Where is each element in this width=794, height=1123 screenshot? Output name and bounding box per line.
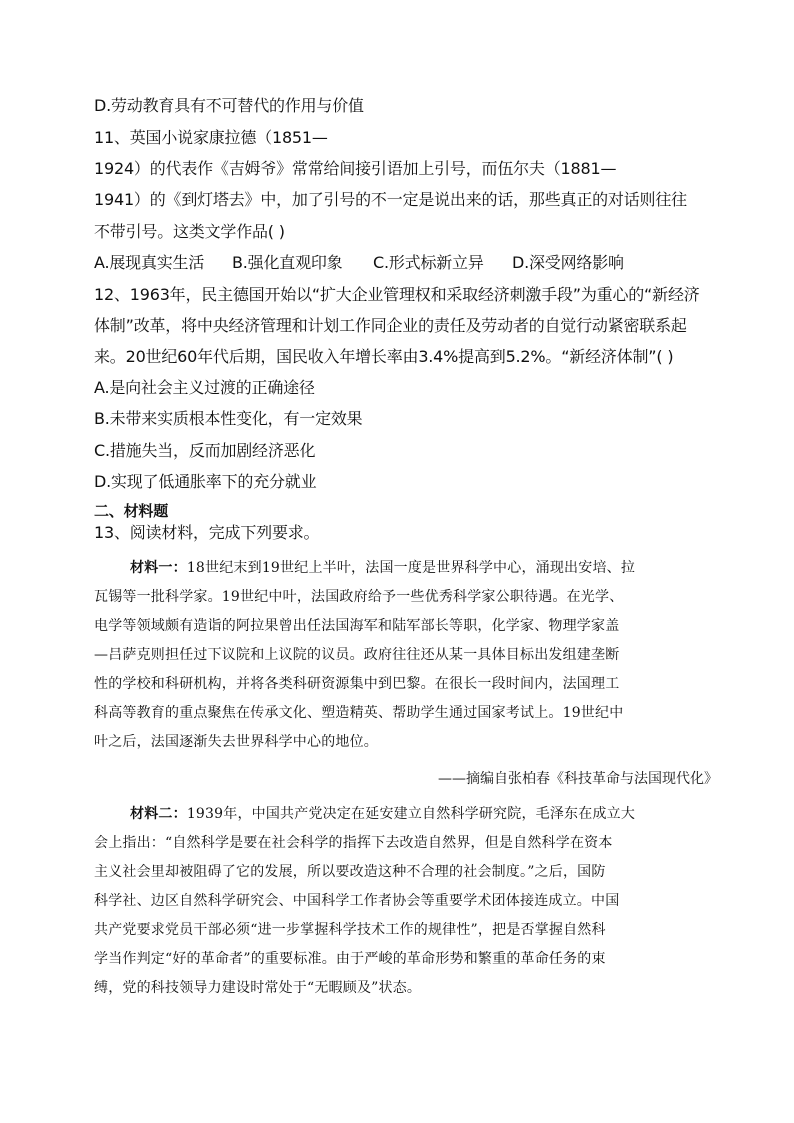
q12-line-2: 体制”改革，将中央经济管理和计划工作同企业的责任及劳动者的自觉行动紧密联系起 [94,316,687,335]
q12-line-3: 来。20世纪60年代后期，国民收入年增长率由3.4%提高到5.2%。“新经济体制”( ) [94,347,674,366]
material2-line-2: 会上指出：“自然科学是要在社会科学的指挥下去改造自然界，但是自然科学在资本 [94,835,613,851]
q12-line-1: 12、1963年，民主德国开始以“扩大企业管理权和采取经济刺激手段”为重心的“新经济 [94,285,700,304]
material1-source: ——摘编自张柏春《科技革命与法国现代化》 [438,771,718,787]
q11-line-3: 1941）的《到灯塔去》中，加了引号的不一定是说出来的话，那些真正的对话则往往 [94,190,687,209]
q11-option-a: A.展现真实生活 [94,253,205,272]
material2-line-4: 科学社、边区自然科学研究会、中国科学工作者协会等重要学术团体接连成立。中国 [94,893,620,909]
q10-option-d: D.劳动教育具有不可替代的作用与价值 [94,96,364,115]
material2-label: 材料二： [130,806,187,822]
q11-line-1: 11、英国小说家康拉德（1851— [94,128,328,147]
material1-line-3: 电学等领域颇有造诣的阿拉果曾出任法国海军和陆军部长等职，化学家、物理学家盖 [94,618,620,634]
material1-first-line [130,558,635,578]
material2-first-line [130,804,635,824]
q12-option-b: B.未带来实质根本性变化，有一定效果 [94,409,363,428]
material2-line-1: 1939年，中国共产党决定在延安建立自然科学研究院，毛泽东在成立大 [186,806,636,822]
q12-option-c: C.措施失当，反而加剧经济恶化 [94,441,316,460]
material1-line-2: 瓦锡等一批科学家。19世纪中叶，法国政府给予一些优秀科学家公职待遇。在光学、 [94,589,624,605]
material2-line-6: 学当作判定“好的革命者”的重要标准。由于严峻的革命形势和繁重的革命任务的束 [94,951,606,967]
q11-option-c: C.形式标新立异 [373,253,484,272]
material2-line-5: 共产党要求党员干部必须“进一步掌握科学技术工作的规律性”，把是否掌握自然科 [94,922,606,938]
q11-option-d: D.深受网络影响 [512,253,624,272]
material1-line-4: —吕萨克则担任过下议院和上议院的议员。政府往往还从某一具体目标出发组建垄断 [94,647,620,663]
material1-label: 材料一： [130,560,187,576]
q12-option-a: A.是向社会主义过渡的正确途径 [94,378,315,397]
material1-line-6: 科高等教育的重点聚焦在传承文化、塑造精英、帮助学生通过国家考试上。19世纪中 [94,705,624,721]
material2-line-7: 缚，党的科技领导力建设时常处于“无暇顾及”状态。 [94,980,422,996]
q13-prompt: 13、阅读材料，完成下列要求。 [94,523,320,542]
material1-line-1: 18世纪末到19世纪上半叶，法国一度是世界科学中心，涌现出安培、拉 [186,560,636,576]
q11-line-2: 1924）的代表作《吉姆爷》常常给间接引语加上引号，而伍尔夫（1881— [94,159,617,178]
material1-line-7: 叶之后，法国逐渐失去世界科学中心的地位。 [94,734,378,750]
q12-option-d: D.实现了低通胀率下的充分就业 [94,472,317,491]
material2-line-3: 主义社会里却被阻碍了它的发展，所以要改造这种不合理的社会制度。”之后，国防 [94,864,606,880]
section-heading: 二、材料题 [94,502,169,520]
material1-line-5: 性的学校和科研机构，并将各类科研资源集中到巴黎。在很长一段时间内，法国理工 [94,676,620,692]
q11-option-b: B.强化直观印象 [232,253,343,272]
q11-line-4: 不带引号。这类文学作品( ) [94,222,285,241]
